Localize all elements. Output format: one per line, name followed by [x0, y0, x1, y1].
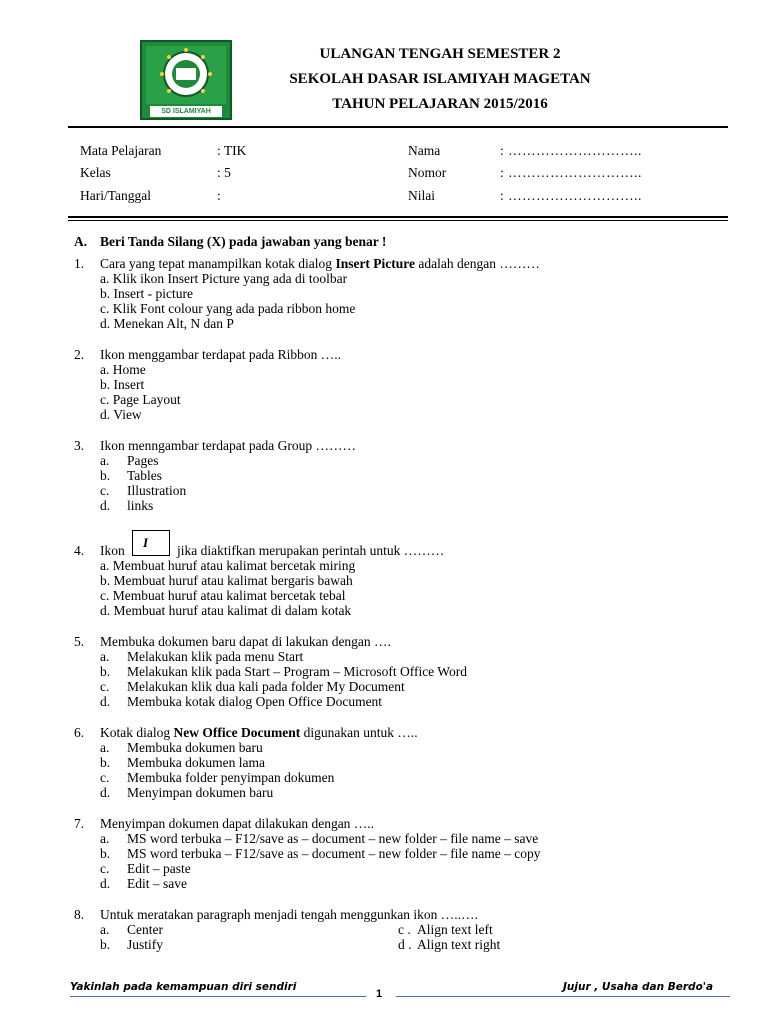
info-value-name: : ……………………….. — [500, 143, 642, 158]
info-value-date: : — [217, 188, 221, 203]
info-label-class: Kelas — [80, 165, 111, 180]
question-2-option-c: c. Page Layout — [100, 392, 181, 407]
question-5-option-d-letter: d. — [100, 694, 111, 709]
question-5-option-a-letter: a. — [100, 649, 110, 664]
footer-motto-left: Yakinlah pada kemampuan diri sendiri — [70, 981, 297, 993]
question-6-option-d-letter: d. — [100, 785, 111, 800]
header-title-2: SEKOLAH DASAR ISLAMIYAH MAGETAN — [289, 71, 591, 87]
header-divider — [68, 126, 728, 128]
footer-line-left — [70, 996, 366, 997]
question-4-option-d: d. Membuat huruf atau kalimat di dalam kotak — [100, 603, 352, 618]
question-8-option-c-letter: c . — [398, 922, 411, 937]
info-value-number: : ……………………….. — [500, 165, 642, 180]
question-6-text: Kotak dialog New Office Document digunakan untuk ….. — [100, 725, 418, 740]
header-title-3: TAHUN PELAJARAN 2015/2016 — [332, 96, 548, 112]
question-8-option-a-letter: a. — [100, 922, 110, 937]
question-8-number: 8. — [74, 907, 85, 922]
header-title-1: ULANGAN TENGAH SEMESTER 2 — [319, 46, 561, 62]
question-6-option-b-letter: b. — [100, 755, 111, 770]
question-7-option-c: Edit – paste — [127, 861, 191, 876]
question-7-option-d-letter: d. — [100, 876, 111, 891]
question-3-option-d: links — [127, 498, 154, 513]
question-3-option-a-letter: a. — [100, 453, 110, 468]
question-5-option-a: Melakukan klik pada menu Start — [127, 649, 304, 664]
page-number: 1 — [376, 988, 383, 1000]
question-6-option-c-letter: c. — [100, 770, 110, 785]
question-4-option-a: a. Membuat huruf atau kalimat bercetak miring — [100, 558, 356, 573]
question-8-option-b-letter: b. — [100, 937, 111, 952]
question-3-number: 3. — [74, 438, 85, 453]
italic-icon: I — [132, 530, 170, 556]
question-8-option-b: Justify — [127, 937, 164, 952]
section-title: Beri Tanda Silang (X) pada jawaban yang benar ! — [100, 234, 387, 249]
question-1-number: 1. — [74, 256, 85, 271]
question-3-option-d-letter: d. — [100, 498, 111, 513]
question-1-option-a: a. Klik ikon Insert Picture yang ada di toolbar — [100, 271, 348, 286]
question-6-option-d: Menyimpan dokumen baru — [127, 785, 274, 800]
info-value-subject: : TIK — [217, 143, 247, 158]
question-2-number: 2. — [74, 347, 85, 362]
question-3-option-b-letter: b. — [100, 468, 111, 483]
question-3-text: Ikon menngambar terdapat pada Group ……… — [100, 438, 357, 453]
question-3-option-c-letter: c. — [100, 483, 110, 498]
question-8-option-d-letter: d . — [398, 937, 412, 952]
question-7-number: 7. — [74, 816, 85, 831]
question-2-option-d: d. View — [100, 407, 142, 422]
school-logo — [140, 40, 232, 120]
info-label-name: Nama — [408, 143, 441, 158]
info-value-score: : ……………………….. — [500, 188, 642, 203]
question-2-text: Ikon menggambar terdapat pada Ribbon ….. — [100, 347, 342, 362]
question-6-option-c: Membuka folder penyimpan dokumen — [127, 770, 335, 785]
question-5-option-b: Melakukan klik pada Start – Program – Microsoft Office Word — [127, 664, 467, 679]
question-8-option-a: Center — [127, 922, 163, 937]
question-1-option-d: d. Menekan Alt, N dan P — [100, 316, 234, 331]
question-6-option-b: Membuka dokumen lama — [127, 755, 265, 770]
question-7-text: Menyimpan dokumen dapat dilakukan dengan ….. — [100, 816, 375, 831]
question-5-option-d: Membuka kotak dialog Open Office Document — [127, 694, 383, 709]
question-7-option-a: MS word terbuka – F12/save as – document – new folder – file name – save — [127, 831, 539, 846]
question-1-option-b: b. Insert - picture — [100, 286, 193, 301]
question-2-option-b: b. Insert — [100, 377, 145, 392]
footer-line-right — [396, 996, 730, 997]
logo-text: SD ISLAMIYAH — [161, 108, 211, 115]
question-4-text-pre: Ikon — [100, 543, 125, 558]
info-label-date: Hari/Tanggal — [80, 188, 152, 203]
info-label-number: Nomor — [408, 165, 447, 180]
question-6-number: 6. — [74, 725, 85, 740]
question-6-option-a-letter: a. — [100, 740, 110, 755]
question-7-option-b-letter: b. — [100, 846, 111, 861]
question-4-option-c: c. Membuat huruf atau kalimat bercetak tebal — [100, 588, 346, 603]
question-8-text: Untuk meratakan paragraph menjadi tengah menggunkan ikon …..…. — [100, 907, 478, 922]
question-3-option-c: Illustration — [127, 483, 187, 498]
footer-motto-right: Jujur , Usaha dan Berdo'a — [563, 981, 714, 993]
question-3-option-a: Pages — [127, 453, 159, 468]
question-4-text-post: jika diaktifkan merupakan perintah untuk ……… — [177, 543, 445, 558]
question-5-text: Membuka dokumen baru dapat di lakukan dengan …. — [100, 634, 391, 649]
question-5-option-b-letter: b. — [100, 664, 111, 679]
question-7-option-c-letter: c. — [100, 861, 110, 876]
info-value-class: : 5 — [217, 165, 231, 180]
question-8-option-c: Align text left — [417, 922, 493, 937]
question-5-option-c-letter: c. — [100, 679, 110, 694]
info-label-subject: Mata Pelajaran — [80, 143, 162, 158]
question-1-text: Cara yang tepat manampilkan kotak dialog Insert Picture adalah dengan ……… — [100, 256, 540, 271]
info-divider — [68, 216, 728, 221]
question-7-option-a-letter: a. — [100, 831, 110, 846]
question-7-option-d: Edit – save — [127, 876, 187, 891]
question-5-number: 5. — [74, 634, 85, 649]
question-4-option-b: b. Membuat huruf atau kalimat bergaris bawah — [100, 573, 353, 588]
question-8-option-d: Align text right — [417, 937, 501, 952]
question-3-option-b: Tables — [127, 468, 163, 483]
info-label-score: Nilai — [408, 188, 435, 203]
question-2-option-a: a. Home — [100, 362, 146, 377]
question-6-option-a: Membuka dokumen baru — [127, 740, 263, 755]
question-5-option-c: Melakukan klik dua kali pada folder My Document — [127, 679, 405, 694]
question-4-number: 4. — [74, 543, 85, 558]
section-label: A. — [74, 234, 88, 249]
question-1-option-c: c. Klik Font colour yang ada pada ribbon home — [100, 301, 356, 316]
question-7-option-b: MS word terbuka – F12/save as – document – new folder – file name – copy — [127, 846, 541, 861]
